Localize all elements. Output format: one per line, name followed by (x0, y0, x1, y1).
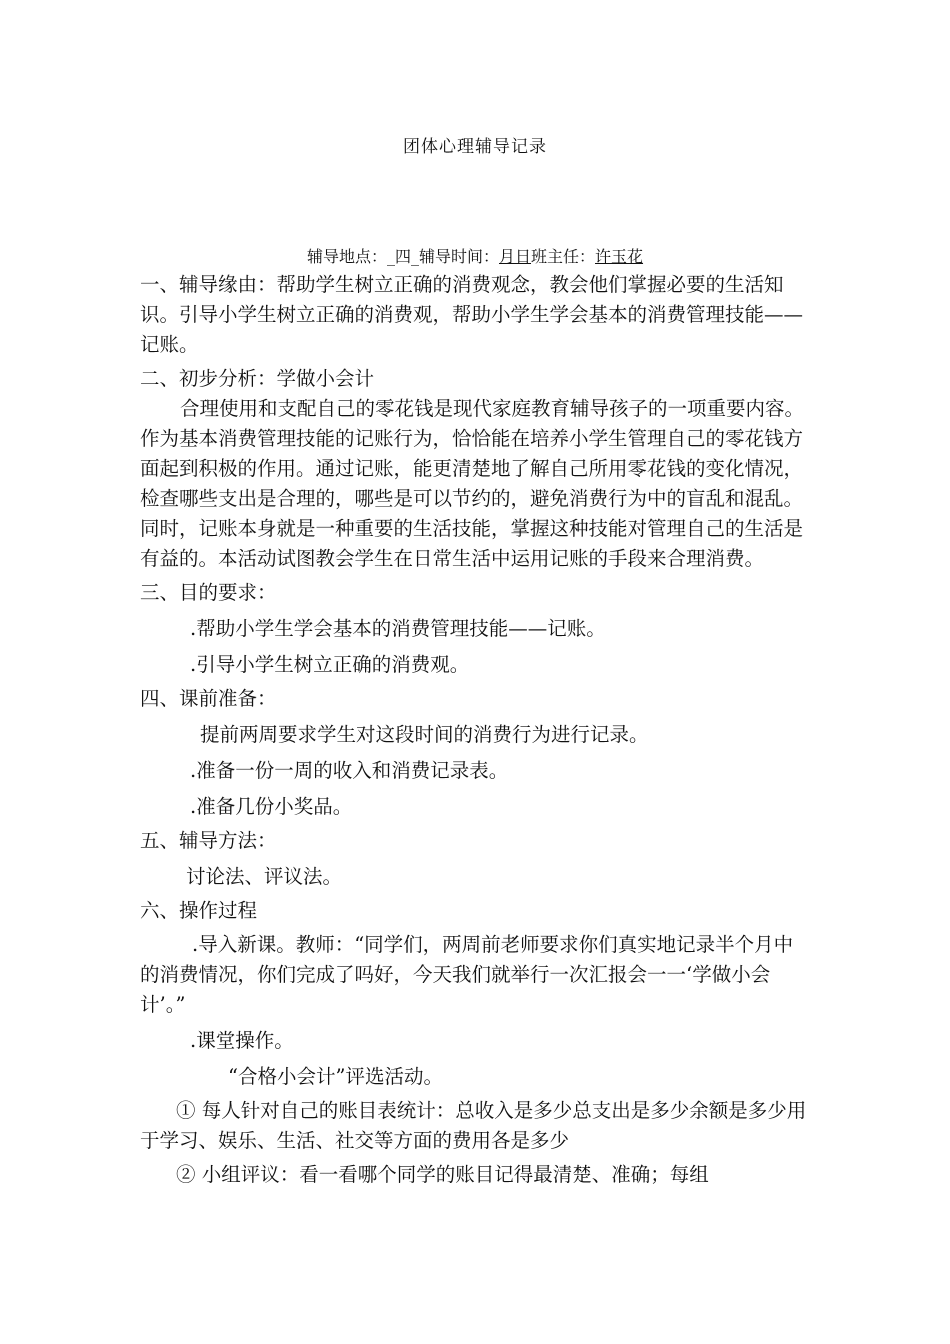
section-1-text: 帮助学生树立正确的消费观念，教会他们掌握必要的生活知识。引导小学生树立正确的消费观，帮助小学生学会基本的消费管理技能——记账。 (140, 273, 804, 356)
section-4-heading: 四、课前准备： (140, 687, 277, 710)
document-title: 团体心理辅导记录 (403, 137, 547, 157)
section-6-step-2: ② 小组评议：看一看哪个同学的账目记得最清楚、准确；每组 (176, 1163, 709, 1186)
location-label: 辅导地点： (306, 247, 387, 266)
section-6-heading: 六、操作过程 (140, 899, 258, 922)
teacher-label: 班主任： (531, 247, 596, 266)
location-value: _四_ (386, 247, 419, 266)
time-value: 月日 (499, 247, 532, 266)
teacher-value: 许玉花 (595, 247, 644, 266)
section-1-heading: 一、辅导缘由： (140, 273, 277, 296)
meta-line (0, 244, 950, 267)
section-5-text: 讨论法、评议法。 (186, 865, 343, 888)
time-label: 辅导时间： (418, 247, 499, 266)
section-6-step-1: ① 每人针对自己的账目表统计：总收入是多少总支出是多少余额是多少用于学习、娱乐、生活、社交等方面的费用各是多少 (140, 1099, 807, 1152)
section-4-item: .准备一份一周的收入和消费记录表。 (190, 759, 509, 782)
document-body (140, 270, 808, 1190)
section-6-activity: “合格小会计”评选活动。 (228, 1065, 443, 1088)
section-3-heading: 三、目的要求： (140, 581, 277, 604)
section-5-heading: 五、辅导方法： (140, 829, 277, 852)
section-6-class: .课堂操作。 (190, 1029, 294, 1052)
section-1 (140, 270, 808, 360)
section-6-intro: .导入新课。教师：“同学们，两周前老师要求你们真实地记录半个月中的消费情况，你们完成了吗好，今天我们就举行一次汇报会一一‘学做小会计’。” (140, 933, 794, 1016)
section-3-item: .引导小学生树立正确的消费观。 (190, 653, 470, 676)
section-2-text: 合理使用和支配自己的零花钱是现代家庭教育辅导孩子的一项重要内容。作为基本消费管理技能的记账行为，恰恰能在培养小学生管理自己的零花钱方面起到积极的作用。通过记账，能更清楚地了解自己所用零花钱的变化情况，检查哪些支出是合理的，哪些是可以节约的，避免消费行为中的盲乱和混乱。同时，记账本身就是一种重要的生活技能，掌握这种技能对管理自己的生活是有益的。本活动试图教会学生在日常生活中运用记账的手段来合理消费。 (140, 397, 805, 570)
section-3-item: .帮助小学生学会基本的消费管理技能——记账。 (190, 617, 606, 640)
section-4-item: .准备几份小奖品。 (190, 795, 353, 818)
section-2-heading: 二、初步分析：学做小会计 (140, 367, 375, 390)
section-4-item: 提前两周要求学生对这段时间的消费行为进行记录。 (200, 723, 649, 746)
